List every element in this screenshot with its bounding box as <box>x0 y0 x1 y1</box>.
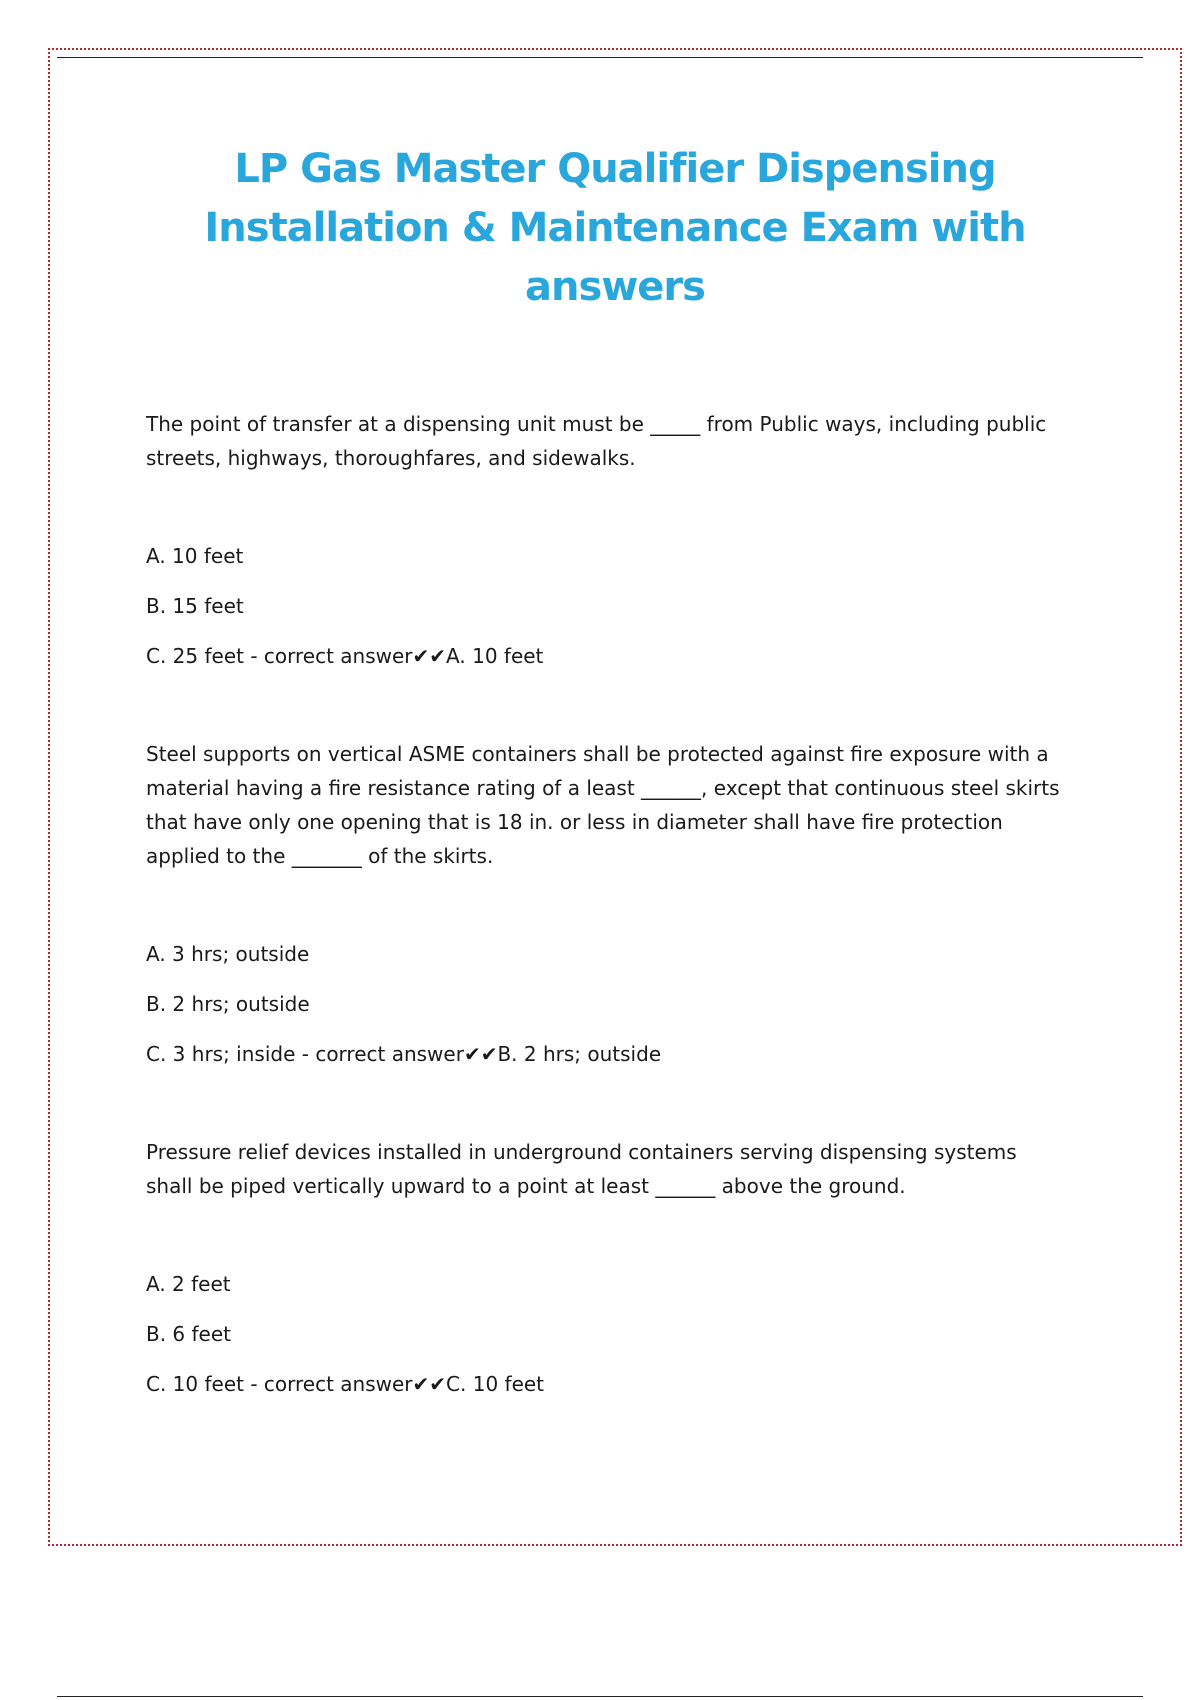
question-block <box>146 407 1061 671</box>
answer-option-with-correct-answer: C. 10 feet - correct answer✔✔C. 10 feet <box>146 1372 545 1396</box>
question-block <box>146 1135 1061 1399</box>
answer-options <box>146 1269 1061 1399</box>
question-block <box>146 737 1061 1069</box>
question-text: The point of transfer at a dispensing unit must be _____ from Public ways, including public streets, highways, thoroughfares, and sidewalks. <box>146 412 1047 470</box>
answer-option-with-correct-answer: C. 3 hrs; inside - correct answer✔✔B. 2 hrs; outside <box>146 1042 662 1066</box>
question-text: Steel supports on vertical ASME containers shall be protected against fire exposure with a material having a fire resistance rating of a least ______, except that continuous steel skirts that have only one opening that is 18 in. or less in diameter shall have fire protection applied to the _______ of the skirts. <box>146 742 1060 868</box>
answer-option: A. 2 feet <box>146 1272 231 1296</box>
answer-option: B. 2 hrs; outside <box>146 992 310 1016</box>
question-text: Pressure relief devices installed in underground containers serving dispensing systems shall be piped vertically upward to a point at least ______ above the ground. <box>146 1140 1017 1198</box>
answer-option-with-correct-answer: C. 25 feet - correct answer✔✔A. 10 feet <box>146 644 544 668</box>
document-title: LP Gas Master Qualifier Dispensing Installation & Maintenance Exam with answers <box>204 146 1026 310</box>
bottom-rule <box>57 1696 1143 1697</box>
answer-options <box>146 939 1061 1069</box>
answer-option: A. 10 feet <box>146 544 244 568</box>
answer-option: B. 15 feet <box>146 594 244 618</box>
question-list <box>146 407 1061 1419</box>
answer-option: B. 6 feet <box>146 1322 232 1346</box>
top-rule <box>57 57 1143 58</box>
answer-options <box>146 541 1061 671</box>
answer-option: A. 3 hrs; outside <box>146 942 310 966</box>
